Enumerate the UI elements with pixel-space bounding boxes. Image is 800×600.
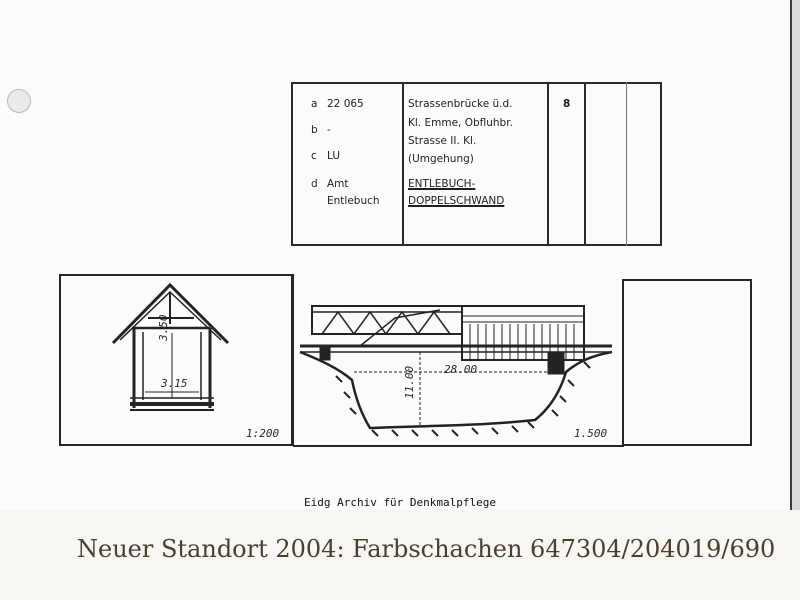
description-line-1: Strassenbrücke ü.d. xyxy=(408,98,513,110)
field-c-value: LU xyxy=(327,150,341,162)
field-b-label: b xyxy=(311,124,318,136)
elevation-housing-boards xyxy=(462,316,584,360)
archive-caption: Eidg Archiv für Denkmalpflege xyxy=(303,496,497,509)
card-number: 8 xyxy=(563,98,571,110)
description-line-4: (Umgehung) xyxy=(408,153,474,165)
section-scale-label: 1:200 xyxy=(246,427,280,440)
field-a-value: 22 065 xyxy=(327,98,364,110)
clear-height-label: 11.00 xyxy=(403,365,416,399)
empty-panel-frame xyxy=(622,279,752,446)
span-length-label: 28.00 xyxy=(444,363,478,376)
field-b-value: - xyxy=(327,124,331,136)
field-d-value-2: Entlebuch xyxy=(327,195,380,207)
field-a-label: a xyxy=(311,98,318,110)
field-c-label: c xyxy=(311,150,317,162)
location-line-2: DOPPELSCHWAND xyxy=(408,195,505,207)
section-width-label: 3.15 xyxy=(161,377,188,390)
description-line-3: Strasse II. Kl. xyxy=(408,135,477,147)
elevation-abutment-left xyxy=(320,346,330,360)
new-location-caption: Neuer Standort 2004: Farbschachen 647304/204019/690 xyxy=(77,535,776,563)
elevation-truss-web xyxy=(322,312,450,334)
field-d-label: d xyxy=(311,178,318,190)
location-line-1: ENTLEBUCH- xyxy=(408,178,476,190)
section-height-label: 3.50 xyxy=(157,314,170,341)
elevation-abutment-right xyxy=(548,352,564,374)
elevation-scale-label: 1.500 xyxy=(574,427,608,440)
field-d-value-1: Amt xyxy=(327,178,349,190)
cross-section-drawing xyxy=(113,285,228,410)
description-line-2: Kl. Emme, Obfluhbr. xyxy=(408,117,513,129)
